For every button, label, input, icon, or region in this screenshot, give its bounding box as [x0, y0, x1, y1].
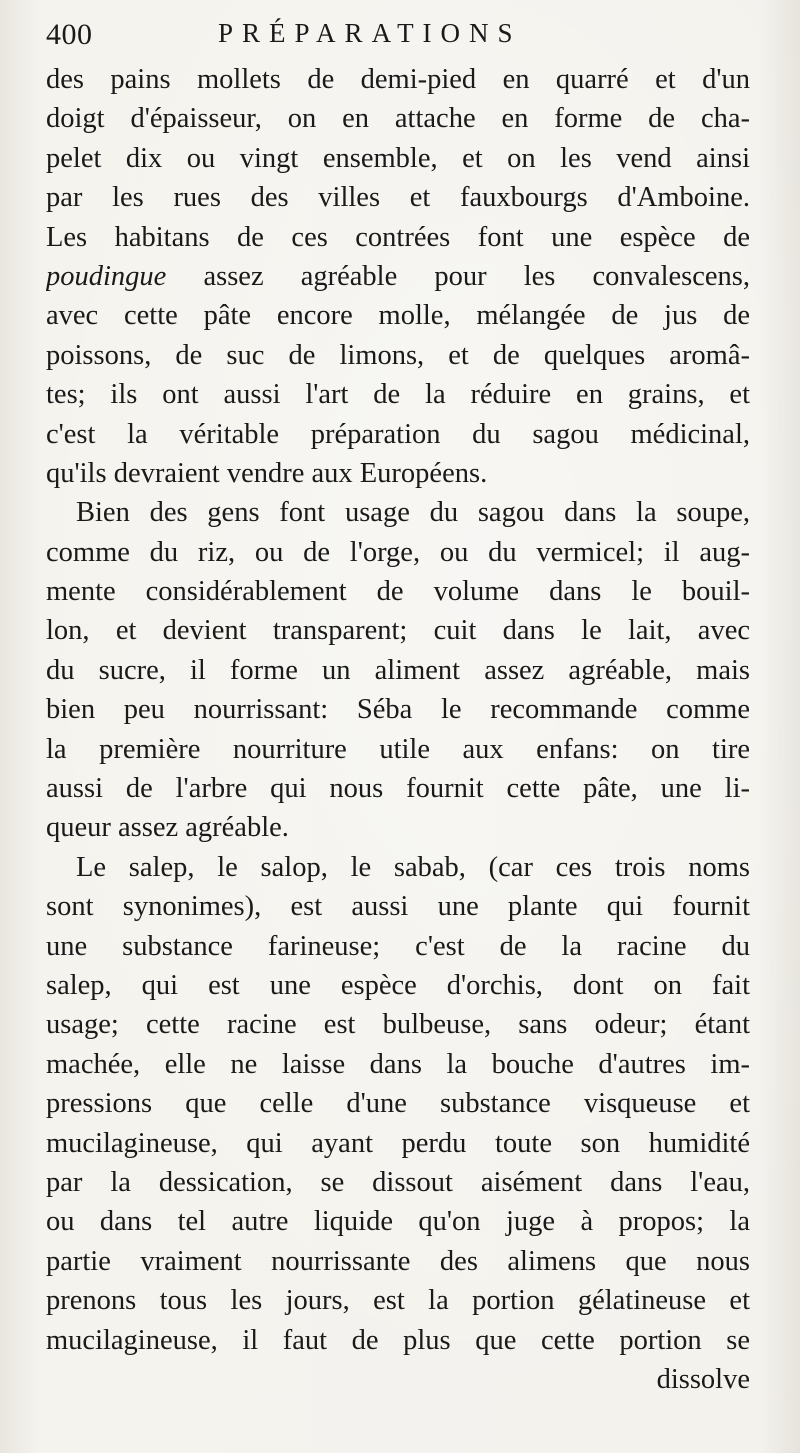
text-line: par les rues des villes et fauxbourgs d'Amboine. — [46, 182, 750, 214]
text-line-with-emphasis — [46, 257, 750, 296]
text-line: lon, et devient transparent; cuit dans le lait, avec — [46, 615, 750, 647]
text-line: doigt d'épaisseur, on en attache en forme de cha- — [46, 103, 750, 135]
text-line-rest: assez agréable pour les convalescens, — [203, 260, 750, 292]
running-title: PRÉPARATIONS — [218, 18, 522, 48]
text-line: aussi de l'arbre qui nous fournit cette pâte, une li- — [46, 773, 750, 805]
text-line: mente considérablement de volume dans le bouil- — [46, 576, 750, 608]
text-line: salep, qui est une espèce d'orchis, dont on fait — [46, 969, 750, 1001]
text-line: bien peu nourrissant: Séba le recommande comme — [46, 694, 750, 726]
text-line: mucilagineuse, il faut de plus que cette portion se — [46, 1324, 750, 1356]
text-line: des pains mollets de demi-pied en quarré et d'un — [46, 64, 750, 95]
text-line: prenons tous les jours, est la portion gélatineuse et — [46, 1285, 750, 1317]
paragraph-start-line: Le salep, le salop, le sabab, (car ces trois noms — [76, 851, 750, 883]
text-line: tes; ils ont aussi l'art de la réduire en grains, et — [46, 379, 750, 411]
text-line: mucilagineuse, qui ayant perdu toute son humidité — [46, 1127, 750, 1159]
text-line: pressions que celle d'une substance visqueuse et — [46, 1088, 750, 1120]
text-line: c'est la véritable préparation du sagou médicinal, — [46, 418, 750, 450]
body-text — [46, 60, 750, 1399]
text-line: usage; cette racine est bulbeuse, sans odeur; étant — [46, 1009, 750, 1041]
emphasized-word: poudingue — [46, 260, 167, 292]
page-number: 400 — [46, 18, 93, 51]
paragraph-end-line: queur assez agréable. — [46, 812, 289, 844]
text-line: poissons, de suc de limons, et de quelques aromâ- — [46, 339, 750, 371]
text-line: une substance farineuse; c'est de la racine du — [46, 930, 750, 962]
paragraph-start-line: Bien des gens font usage du sagou dans la soupe, — [76, 497, 750, 529]
paragraph-end-line: qu'ils devraient vendre aux Européens. — [46, 457, 488, 489]
text-line: ou dans tel autre liquide qu'on juge à propos; la — [46, 1206, 750, 1238]
text-line: Les habitans de ces contrées font une espèce de — [46, 221, 750, 253]
text-line: pelet dix ou vingt ensemble, et on les vend ainsi — [46, 142, 750, 174]
text-line: par la dessication, se dissout aisément dans l'eau, — [46, 1166, 750, 1198]
running-head — [46, 18, 746, 58]
text-line: partie vraiment nourrissante des alimens que nous — [46, 1245, 750, 1277]
text-line: avec cette pâte encore molle, mélangée de jus de — [46, 300, 750, 332]
catchword: dissolve — [656, 1363, 750, 1395]
text-line: machée, elle ne laisse dans la bouche d'autres im- — [46, 1048, 750, 1080]
text-line: la première nourriture utile aux enfans: on tire — [46, 733, 750, 765]
text-line: sont synonimes), est aussi une plante qui fournit — [46, 891, 750, 923]
text-line: comme du riz, ou de l'orge, ou du vermicel; il aug- — [46, 536, 750, 568]
text-line: du sucre, il forme un aliment assez agréable, mais — [46, 654, 750, 686]
